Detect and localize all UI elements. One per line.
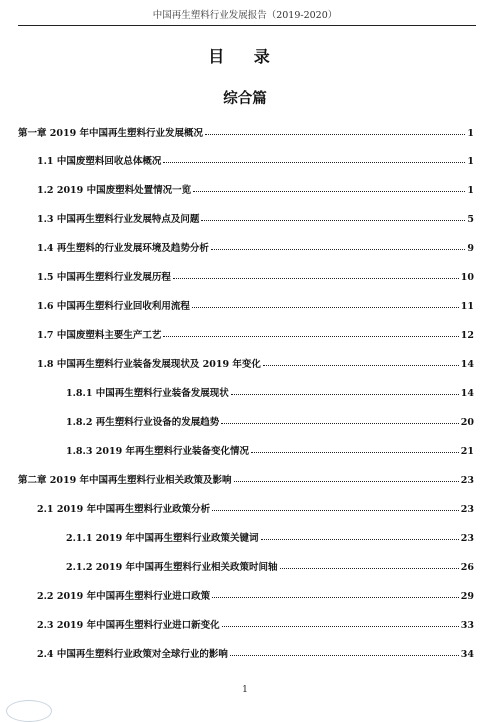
toc-entry[interactable] [66, 414, 474, 428]
toc-entry-page: 23 [460, 475, 474, 486]
toc-entry-label: 1.3 中国再生塑料行业发展特点及问题 [37, 214, 200, 225]
toc-entry[interactable] [37, 240, 474, 254]
toc-dot-leader [212, 588, 459, 598]
toc-dot-leader [231, 385, 459, 395]
toc-entry-page: 11 [460, 301, 474, 312]
toc-dot-leader [251, 443, 459, 453]
toc-entry[interactable] [37, 588, 474, 602]
toc-entry-label: 第二章 2019 年中国再生塑料行业相关政策及影响 [18, 475, 232, 486]
toc-entry-label: 2.1.1 2019 年中国再生塑料行业政策关键词 [66, 533, 259, 544]
toc-entry-label: 1.5 中国再生塑料行业发展历程 [37, 272, 171, 283]
toc-entry-label: 1.8.3 2019 年再生塑料行业装备变化情况 [66, 446, 250, 457]
toc-dot-leader [263, 356, 459, 366]
toc-dot-leader [201, 211, 465, 221]
toc-entry-page: 12 [460, 330, 474, 341]
toc-dot-leader [163, 327, 458, 337]
toc-entry[interactable] [18, 125, 474, 139]
toc-entry-label: 2.1.2 2019 年中国再生塑料行业相关政策时间轴 [66, 562, 278, 573]
toc-entry-label: 1.2 2019 中国废塑料处置情况一览 [37, 185, 192, 196]
toc-entry[interactable] [37, 182, 474, 196]
toc-entry-page: 1 [467, 185, 474, 196]
toc-entry[interactable] [37, 327, 474, 341]
toc-dot-leader [261, 530, 459, 540]
toc-dot-leader [193, 182, 465, 192]
toc-entry-label: 1.8.2 再生塑料行业设备的发展趋势 [66, 417, 220, 428]
toc-dot-leader [211, 240, 466, 250]
toc-entry[interactable] [66, 530, 474, 544]
toc-entry-page: 1 [467, 128, 474, 139]
toc-entry-page: 20 [460, 417, 474, 428]
toc-entry-page: 34 [460, 649, 474, 660]
toc-entry[interactable] [37, 646, 474, 660]
toc-dot-leader [212, 501, 459, 511]
toc-entry-page: 26 [460, 562, 474, 573]
toc-entry-label: 2.4 中国再生塑料行业政策对全球行业的影响 [37, 649, 228, 660]
toc-dot-leader [173, 269, 459, 279]
toc-entry-label: 2.1 2019 年中国再生塑料行业政策分析 [37, 504, 211, 515]
toc-entry[interactable] [37, 501, 474, 515]
toc-dot-leader [163, 153, 465, 163]
toc-entry-label: 1.4 再生塑料的行业发展环境及趋势分析 [37, 243, 209, 254]
toc-dot-leader [205, 125, 465, 135]
toc-dot-leader [221, 414, 459, 424]
toc-entry-page: 1 [467, 156, 474, 167]
toc-title: 目 录 [208, 47, 282, 66]
toc-entry[interactable] [18, 472, 474, 486]
toc-dot-leader [192, 298, 459, 308]
toc-entry-page: 14 [460, 388, 474, 399]
toc-entry[interactable] [37, 153, 474, 167]
toc-entry-label: 2.2 2019 年中国再生塑料行业进口政策 [37, 591, 211, 602]
toc-entry-label: 1.1 中国废塑料回收总体概况 [37, 156, 162, 167]
toc-entry-label: 1.8 中国再生塑料行业装备发展现状及 2019 年变化 [37, 359, 261, 370]
toc-entry[interactable] [66, 385, 474, 399]
toc-entry-page: 9 [467, 243, 474, 254]
toc-entry-page: 10 [460, 272, 474, 283]
toc-entry-page: 21 [460, 446, 474, 457]
toc-dot-leader [222, 617, 459, 627]
toc-entry-page: 23 [460, 504, 474, 515]
corner-decoration [6, 700, 52, 722]
toc-entry-label: 1.8.1 中国再生塑料行业装备发展现状 [66, 388, 229, 399]
page-number: 1 [242, 685, 248, 695]
toc-entry-label: 1.7 中国废塑料主要生产工艺 [37, 330, 162, 341]
toc-entry-label: 第一章 2019 年中国再生塑料行业发展概况 [18, 128, 204, 139]
toc-entry[interactable] [66, 443, 474, 457]
section-title: 综合篇 [223, 90, 267, 107]
running-header: 中国再生塑料行业发展报告（2019-2020） [152, 10, 338, 21]
toc-entry[interactable] [37, 356, 474, 370]
toc-entry-page: 5 [467, 214, 474, 225]
toc-dot-leader [230, 646, 459, 656]
toc-entry-page: 23 [460, 533, 474, 544]
toc-dot-leader [234, 472, 459, 482]
toc-entry-page: 29 [460, 591, 474, 602]
toc-entry[interactable] [37, 298, 474, 312]
toc-entry[interactable] [37, 617, 474, 631]
toc-entry-label: 1.6 中国再生塑料行业回收利用流程 [37, 301, 190, 312]
toc-dot-leader [280, 559, 459, 569]
toc-entry-page: 33 [460, 620, 474, 631]
toc-entry[interactable] [37, 269, 474, 283]
toc-entry[interactable] [66, 559, 474, 573]
toc-entry[interactable] [37, 211, 474, 225]
toc-entry-label: 2.3 2019 年中国再生塑料行业进口新变化 [37, 620, 220, 631]
toc-entry-page: 14 [460, 359, 474, 370]
